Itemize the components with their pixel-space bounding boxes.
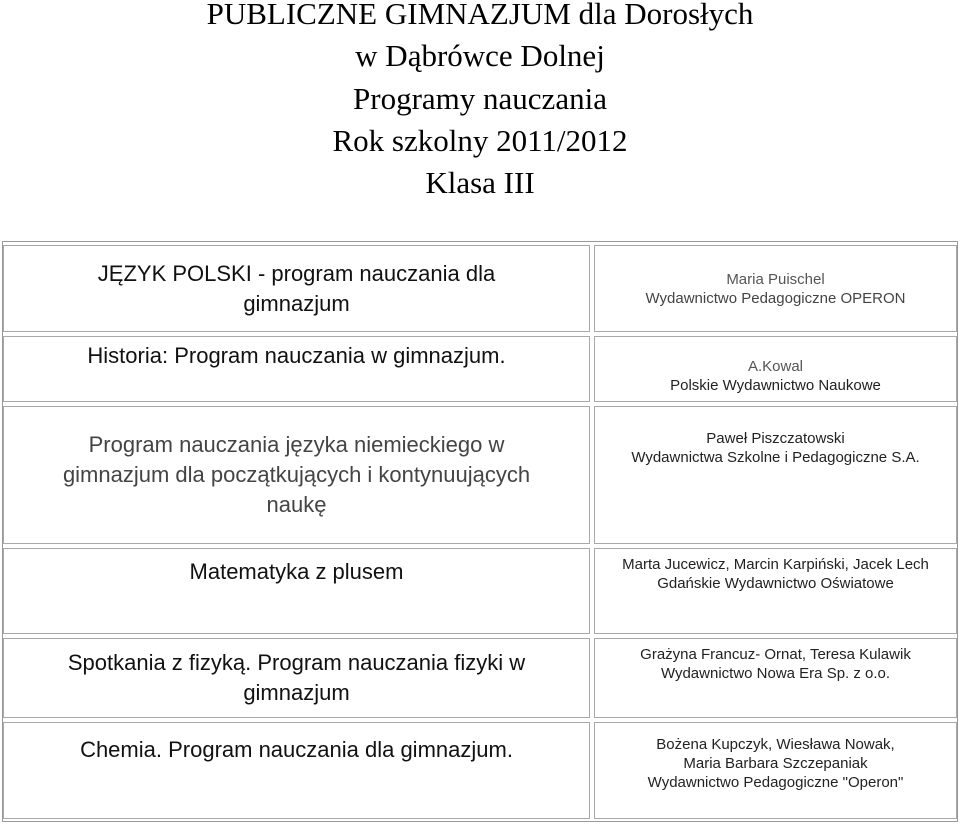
author-name: Marta Jucewicz, Marcin Karpiński, Jacek Lech <box>622 556 929 573</box>
author-name: A.Kowal <box>747 358 804 375</box>
program-cell <box>3 722 590 819</box>
publisher-name: Wydawnictwo Pedagogiczne OPERON <box>645 289 906 307</box>
author-cell <box>594 722 957 819</box>
program-line: Matematyka z plusem <box>189 559 404 584</box>
program-line: Chemia. Program nauczania dla gimnazjum. <box>80 737 513 762</box>
class-level: Klasa III <box>425 165 535 200</box>
author-name: Paweł Piszczatowski <box>706 430 845 447</box>
school-location: w Dąbrówce Dolnej <box>355 38 605 73</box>
program-cell <box>3 406 590 544</box>
author-name: Maria Puischel <box>726 270 825 288</box>
author-cell <box>594 548 957 634</box>
program-line: gimnazjum dla początkujących i kontynuujących <box>62 462 531 487</box>
program-line: Spotkania z fizyką. Program nauczania fizyki w <box>67 650 526 675</box>
program-line: JĘZYK POLSKI - program nauczania dla <box>97 260 496 286</box>
program-line: gimnazjum <box>243 290 350 316</box>
document-title: Programy nauczania <box>353 81 607 116</box>
author-cell <box>594 245 957 332</box>
publisher-name: Wydawnictwo Nowa Era Sp. z o.o. <box>660 665 891 682</box>
author-name: Bożena Kupczyk, Wiesława Nowak, <box>656 736 895 753</box>
program-cell <box>3 638 590 718</box>
program-line: gimnazjum <box>243 680 350 705</box>
publisher-name: Polskie Wydawnictwo Naukowe <box>670 377 881 394</box>
author-name: Grażyna Francuz- Ornat, Teresa Kulawik <box>640 646 911 663</box>
program-cell <box>3 548 590 634</box>
publisher-name: Wydawnictwa Szkolne i Pedagogiczne S.A. <box>631 449 920 466</box>
author-name: Maria Barbara Szczepaniak <box>683 755 868 772</box>
author-cell <box>594 336 957 402</box>
school-year: Rok szkolny 2011/2012 <box>332 123 628 158</box>
program-line: Historia: Program nauczania w gimnazjum. <box>87 343 506 368</box>
author-cell <box>594 406 957 544</box>
school-name: PUBLICZNE GIMNAZJUM dla Dorosłych <box>206 0 754 31</box>
publisher-name: Gdańskie Wydawnictwo Oświatowe <box>657 575 894 592</box>
program-cell <box>3 336 590 402</box>
programs-table <box>2 241 958 822</box>
publisher-name: Wydawnictwo Pedagogiczne "Operon" <box>647 774 904 791</box>
author-cell <box>594 638 957 718</box>
program-line: naukę <box>266 492 327 517</box>
program-cell <box>3 245 590 332</box>
program-line: Program nauczania języka niemieckiego w <box>88 432 505 457</box>
